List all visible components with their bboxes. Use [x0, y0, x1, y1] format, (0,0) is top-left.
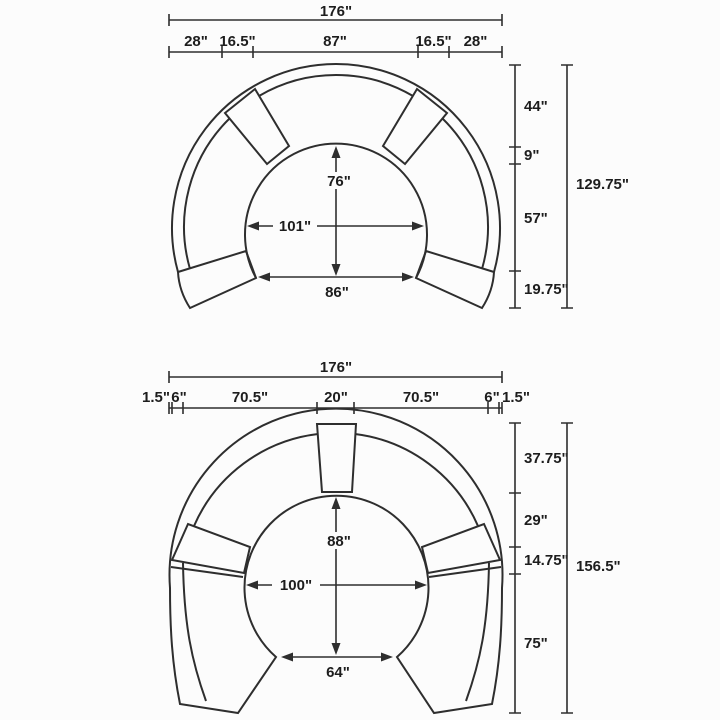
- bottom-width-seg-label: 70.5": [231, 389, 269, 406]
- top-height-seg-label: 19.75": [524, 281, 569, 298]
- top-overall-height-label: 129.75": [576, 176, 629, 193]
- bottom-sofa-back-cushion-line-right-arm: [466, 563, 489, 701]
- top-sofa-back-cushion-line-center: [259, 75, 413, 96]
- top-height-seg-label: 9": [524, 147, 540, 164]
- bottom-overall-width-label: 176": [319, 359, 353, 376]
- bottom-sofa-back-cushion-line-upper-right: [355, 434, 478, 526]
- top-opening-width-label: 86": [325, 284, 349, 301]
- top-inner-width-label: 101": [278, 218, 312, 235]
- bottom-sofa-armrest-divider-right: [429, 567, 501, 577]
- bottom-sofa-back-cushion-line-upper-left: [194, 434, 318, 526]
- bottom-overall-height-label: 156.5": [576, 558, 621, 575]
- top-height-seg-label: 57": [524, 210, 548, 227]
- bottom-inner-depth-label: 88": [327, 533, 351, 550]
- bottom-opening-width-label: 64": [326, 664, 350, 681]
- bottom-height-seg-label: 75": [524, 635, 548, 652]
- top-width-seg-label: 16.5": [219, 33, 256, 50]
- top-width-seg-label: 16.5": [415, 33, 452, 50]
- bottom-width-seg-label: 6": [484, 389, 500, 406]
- top-height-seg-label: 44": [524, 98, 548, 115]
- top-overall-height-ruler: [561, 65, 573, 308]
- bottom-width-seg-label: 1.5": [142, 389, 170, 406]
- top-width-seg-label: 28": [184, 33, 208, 50]
- top-segmented-height-ruler: [509, 65, 521, 308]
- top-width-seg-label: 87": [323, 33, 347, 50]
- bottom-width-seg-label: 1.5": [502, 389, 530, 406]
- top-view-diagram: [169, 3, 629, 308]
- top-width-seg-label: 28": [463, 33, 488, 50]
- top-sofa-back-cushion-line-left: [184, 118, 230, 269]
- top-overall-width-label: 176": [319, 3, 353, 20]
- bottom-inner-width-label: 100": [279, 577, 313, 594]
- bottom-height-seg-label: 29": [524, 512, 548, 529]
- top-sofa-armrest-left: [178, 251, 256, 308]
- bottom-view-diagram: [142, 359, 621, 713]
- top-inner-depth-label: 76": [327, 173, 351, 190]
- bottom-width-seg-label: 70.5": [402, 389, 440, 406]
- bottom-width-seg-label: 20": [324, 389, 348, 406]
- bottom-height-seg-label: 14.75": [524, 552, 569, 569]
- top-sofa-back-cushion-line-right: [442, 118, 488, 269]
- bottom-sofa-console-wedge-top: [317, 424, 356, 492]
- top-sofa-armrest-right: [416, 251, 494, 308]
- bottom-height-seg-label: 37.75": [524, 450, 569, 467]
- bottom-width-seg-label: 6": [171, 389, 187, 406]
- bottom-sofa-armrest-divider-left: [171, 567, 243, 577]
- bottom-sofa-back-cushion-line-left-arm: [183, 563, 206, 701]
- bottom-segmented-height-ruler: [509, 423, 521, 713]
